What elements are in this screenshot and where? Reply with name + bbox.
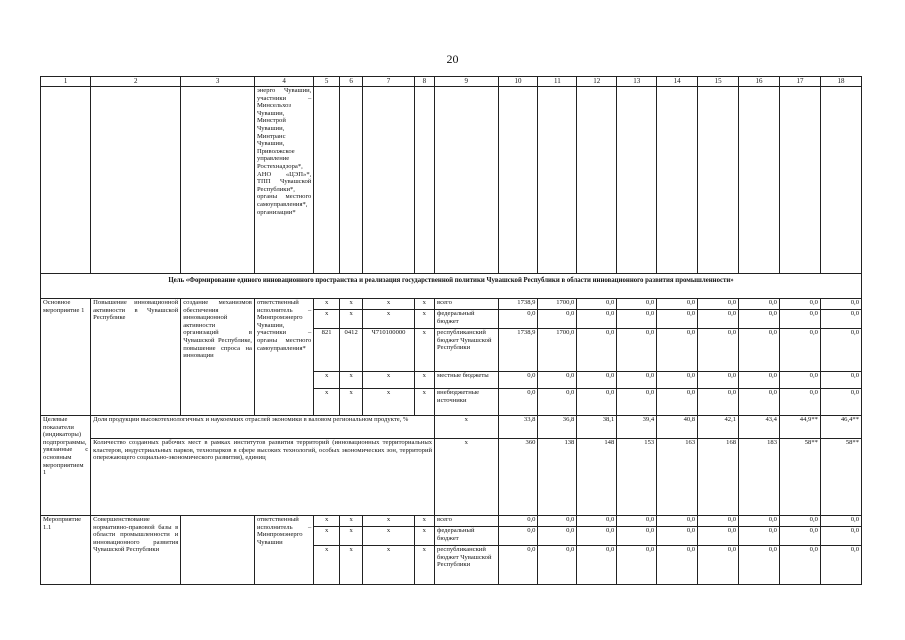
indicator-value: 39,4 xyxy=(617,416,657,439)
amount-cell: 0,0 xyxy=(577,516,617,527)
program-table xyxy=(40,76,862,585)
column-header: 17 xyxy=(779,77,820,87)
amount-cell: 0,0 xyxy=(820,329,861,372)
column-header: 15 xyxy=(698,77,739,87)
amount-cell: 0,0 xyxy=(739,527,780,546)
goal-row xyxy=(41,274,862,299)
funding-source: внебюджетные источники xyxy=(435,389,498,416)
amount-cell: 0,0 xyxy=(577,329,617,372)
amount-cell: 0,0 xyxy=(657,389,698,416)
amount-cell: 0,0 xyxy=(657,546,698,585)
indicator-value: 44,9** xyxy=(779,416,820,439)
sub_event-row xyxy=(41,516,862,527)
code-cell: x xyxy=(414,389,434,416)
amount-cell: 0,0 xyxy=(779,516,820,527)
column-header: 7 xyxy=(363,77,414,87)
amount-cell: 0,0 xyxy=(739,389,780,416)
amount-cell: 0,0 xyxy=(538,546,577,585)
column-header: 13 xyxy=(617,77,657,87)
table-cell xyxy=(363,87,414,274)
amount-cell: 0,0 xyxy=(739,299,780,310)
indicator-value: 43,4 xyxy=(739,416,780,439)
indicator-value: 168 xyxy=(698,439,739,516)
table-cell xyxy=(698,87,739,274)
indicator-value: 183 xyxy=(739,439,780,516)
amount-cell: 0,0 xyxy=(538,372,577,389)
column-header: 9 xyxy=(435,77,498,87)
code-cell: x xyxy=(363,527,414,546)
amount-cell: 0,0 xyxy=(538,516,577,527)
amount-cell: 0,0 xyxy=(820,310,861,329)
table-cell xyxy=(498,87,538,274)
table-cell xyxy=(617,87,657,274)
column-header: 6 xyxy=(339,77,363,87)
code-cell: x xyxy=(363,516,414,527)
amount-cell: 0,0 xyxy=(617,329,657,372)
amount-cell: 0,0 xyxy=(820,372,861,389)
code-cell: x xyxy=(414,299,434,310)
code-cell: x xyxy=(339,389,363,416)
event-name: Совершенствование нормативно-правовой базы в области промышленности и инновационного развития Чувашской Республики xyxy=(91,516,181,585)
amount-cell: 0,0 xyxy=(498,546,538,585)
code-cell: x xyxy=(339,527,363,546)
indicator-value: 40,8 xyxy=(657,416,698,439)
code-cell: x xyxy=(314,299,340,310)
column-header: 16 xyxy=(739,77,780,87)
table-cell xyxy=(181,87,255,274)
amount-cell: 0,0 xyxy=(657,516,698,527)
indicator-value: 138 xyxy=(538,439,577,516)
column-header: 12 xyxy=(577,77,617,87)
table-cell xyxy=(739,87,780,274)
amount-cell: 1738,9 xyxy=(498,329,538,372)
amount-cell: 0,0 xyxy=(498,527,538,546)
amount-cell: 1700,0 xyxy=(538,299,577,310)
amount-cell: 0,0 xyxy=(498,516,538,527)
table-cell xyxy=(41,87,91,274)
amount-cell: 0,0 xyxy=(577,299,617,310)
amount-cell: 0,0 xyxy=(779,329,820,372)
funding-source: всего xyxy=(435,299,498,310)
indicator-value: 46,4** xyxy=(820,416,861,439)
amount-cell: 0,0 xyxy=(820,546,861,585)
main_event-row xyxy=(41,299,862,310)
amount-cell: 0,0 xyxy=(657,310,698,329)
amount-cell: 0,0 xyxy=(739,372,780,389)
event-result xyxy=(181,516,255,585)
indicator-value: 163 xyxy=(657,439,698,516)
amount-cell: 0,0 xyxy=(538,389,577,416)
amount-cell: 0,0 xyxy=(657,299,698,310)
code-cell: x xyxy=(314,372,340,389)
code-cell: x xyxy=(414,527,434,546)
column-header: 5 xyxy=(314,77,340,87)
amount-cell: 0,0 xyxy=(739,516,780,527)
goal-title: Цель «Формирование единого инновационного пространства и реализация государственной политики Чувашской Республики в области инновационного развития промышленности» xyxy=(41,274,862,299)
amount-cell: 0,0 xyxy=(779,310,820,329)
amount-cell: 0,0 xyxy=(820,389,861,416)
indicator-value: 36,8 xyxy=(538,416,577,439)
code-cell: x xyxy=(314,310,340,329)
indicator-value: 153 xyxy=(617,439,657,516)
amount-cell: 0,0 xyxy=(657,329,698,372)
amount-cell: 0,0 xyxy=(820,527,861,546)
amount-cell: 0,0 xyxy=(698,516,739,527)
code-cell: x xyxy=(363,546,414,585)
amount-cell: 0,0 xyxy=(739,310,780,329)
column-header: 10 xyxy=(498,77,538,87)
amount-cell: 0,0 xyxy=(617,310,657,329)
column-header: 14 xyxy=(657,77,698,87)
code-cell: x xyxy=(414,310,434,329)
amount-cell: 1700,0 xyxy=(538,329,577,372)
amount-cell: 0,0 xyxy=(698,389,739,416)
amount-cell: 0,0 xyxy=(617,389,657,416)
code-cell: x xyxy=(314,527,340,546)
code-cell: x xyxy=(363,372,414,389)
amount-cell: 0,0 xyxy=(739,329,780,372)
amount-cell: 0,0 xyxy=(617,299,657,310)
indicator-row xyxy=(41,439,862,516)
amount-cell: 0,0 xyxy=(698,310,739,329)
code-cell: 821 xyxy=(314,329,340,372)
funding-source: местные бюджеты xyxy=(435,372,498,389)
table-cell xyxy=(779,87,820,274)
amount-cell: 0,0 xyxy=(657,527,698,546)
column-header: 11 xyxy=(538,77,577,87)
responsible-cell: энерго Чувашии, участники – Минсельхоз Чувашии, Минстрой Чувашии, Минтранс Чувашии, Приволжское управление Ростехнадзора*, АНО «ЦЭП»*, ТПП Чувашской Республики*, органы местного самоуправления*, организации* xyxy=(254,87,313,274)
code-cell: x xyxy=(314,389,340,416)
event-name: Повышение инновационной активности в Чувашской Республике xyxy=(91,299,181,416)
amount-cell: 0,0 xyxy=(617,516,657,527)
column-header: 8 xyxy=(414,77,434,87)
amount-cell: 0,0 xyxy=(617,546,657,585)
amount-cell: 0,0 xyxy=(577,546,617,585)
event-responsible: ответственный исполнитель – Минпромэнерго Чувашии, участники – органы местного самоуправления* xyxy=(254,299,313,416)
indicator-value: 38,1 xyxy=(577,416,617,439)
funding-source: федеральный бюджет xyxy=(435,310,498,329)
code-cell: 0412 xyxy=(339,329,363,372)
indicator-label: Целевые показатели (индикаторы) подпрограммы, увязанные с основным мероприятием 1 xyxy=(41,416,91,516)
indicator-row xyxy=(41,416,862,439)
amount-cell: 0,0 xyxy=(577,389,617,416)
table-cell xyxy=(91,87,181,274)
code-cell: x xyxy=(363,389,414,416)
indicator-value: 360 xyxy=(498,439,538,516)
amount-cell: 0,0 xyxy=(577,310,617,329)
table-cell xyxy=(538,87,577,274)
code-cell: x xyxy=(339,516,363,527)
amount-cell: 0,0 xyxy=(779,527,820,546)
event-responsible: ответственный исполнитель – Минпромэнерго Чувашии xyxy=(254,516,313,585)
amount-cell: 0,0 xyxy=(538,527,577,546)
event-label: Основное мероприятие 1 xyxy=(41,299,91,416)
code-cell: x xyxy=(339,310,363,329)
continuation-row xyxy=(41,87,862,274)
column-header: 2 xyxy=(91,77,181,87)
indicator-value: 58** xyxy=(779,439,820,516)
amount-cell: 0,0 xyxy=(498,389,538,416)
amount-cell: 0,0 xyxy=(617,372,657,389)
funding-source: федеральный бюджет xyxy=(435,527,498,546)
amount-cell: 0,0 xyxy=(779,372,820,389)
amount-cell: 1738,9 xyxy=(498,299,538,310)
indicator-value: 42,1 xyxy=(698,416,739,439)
indicator-text: Доля продукции высокотехнологичных и наукоемких отраслей экономики в валовом региональном продукте, % xyxy=(91,416,435,439)
column-header: 4 xyxy=(254,77,313,87)
table-cell xyxy=(820,87,861,274)
code-cell: x xyxy=(339,372,363,389)
amount-cell: 0,0 xyxy=(820,516,861,527)
amount-cell: 0,0 xyxy=(698,329,739,372)
code-cell: x xyxy=(314,516,340,527)
indicator-c9: x xyxy=(435,416,498,439)
funding-source: республиканский бюджет Чувашской Республики xyxy=(435,546,498,585)
code-cell: x xyxy=(414,372,434,389)
indicator-value: 58** xyxy=(820,439,861,516)
code-cell: x xyxy=(414,516,434,527)
amount-cell: 0,0 xyxy=(498,372,538,389)
code-cell: x xyxy=(339,546,363,585)
indicator-value: 148 xyxy=(577,439,617,516)
event-label: Мероприятие 1.1 xyxy=(41,516,91,585)
indicator-c9: x xyxy=(435,439,498,516)
page-number: 20 xyxy=(446,52,459,66)
column-header: 1 xyxy=(41,77,91,87)
column-header: 18 xyxy=(820,77,861,87)
amount-cell: 0,0 xyxy=(698,299,739,310)
table-cell xyxy=(657,87,698,274)
amount-cell: 0,0 xyxy=(577,372,617,389)
table-cell xyxy=(339,87,363,274)
code-cell: x xyxy=(414,546,434,585)
amount-cell: 0,0 xyxy=(779,299,820,310)
amount-cell: 0,0 xyxy=(779,546,820,585)
table-cell xyxy=(314,87,340,274)
code-cell: x xyxy=(414,329,434,372)
table-cell xyxy=(435,87,498,274)
event-result: создание механизмов обеспечения инновационной активности организаций в Чувашской Республике, повышение спроса на инновации xyxy=(181,299,255,416)
code-cell: x xyxy=(363,299,414,310)
amount-cell: 0,0 xyxy=(739,546,780,585)
amount-cell: 0,0 xyxy=(657,372,698,389)
amount-cell: 0,0 xyxy=(779,389,820,416)
amount-cell: 0,0 xyxy=(617,527,657,546)
amount-cell: 0,0 xyxy=(698,527,739,546)
header-row xyxy=(41,77,862,87)
amount-cell: 0,0 xyxy=(538,310,577,329)
indicator-text: Количество созданных рабочих мест в рамках институтов развития территорий (инновационных территориальных кластеров, индустриальных парков, технопарков в сфере высоких технологий, особых экономических зон, территорий опережающего социально-экономического развития), единиц xyxy=(91,439,435,516)
indicator-value: 33,8 xyxy=(498,416,538,439)
funding-source: республиканский бюджет Чувашской Республики xyxy=(435,329,498,372)
table-cell xyxy=(414,87,434,274)
table-cell xyxy=(577,87,617,274)
column-header: 3 xyxy=(181,77,255,87)
funding-source: всего xyxy=(435,516,498,527)
code-cell: x xyxy=(339,299,363,310)
amount-cell: 0,0 xyxy=(577,527,617,546)
amount-cell: 0,0 xyxy=(498,310,538,329)
code-cell: x xyxy=(363,310,414,329)
code-cell: Ч710100000 xyxy=(363,329,414,372)
amount-cell: 0,0 xyxy=(820,299,861,310)
code-cell: x xyxy=(314,546,340,585)
amount-cell: 0,0 xyxy=(698,372,739,389)
amount-cell: 0,0 xyxy=(698,546,739,585)
